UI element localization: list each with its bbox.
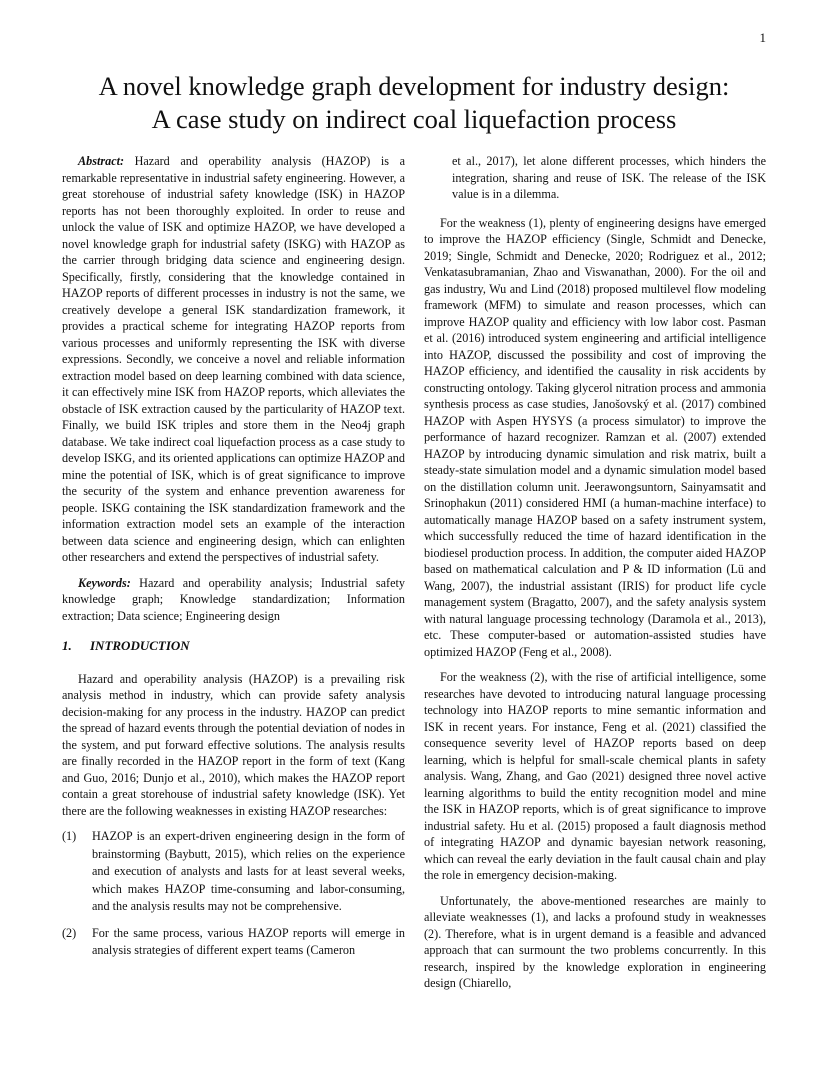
abstract-paragraph — [62, 153, 405, 566]
abstract-text: Hazard and operability analysis (HAZOP) is a remarkable representative in industrial safety engineering. However, a great storehouse of industrial safety knowledge (ISK) in HAZOP reports has not been thoroughly exploited. In order to reuse and unlock the value of ISK and optimize HAZOP, we have developed a novel knowledge graph for industrial safety (ISKG) with HAZOP as the carrier through bridging data science and engineering design. Specifically, firstly, considering that the knowledge contained in HAZOP reports of different processes in industry is not the same, we creatively develope a general ISK standardization framework, it provides a practical scheme for integrating HAZOP reports from various processes and uniformly representing the ISK with diverse expressions. Secondly, we conceive a novel and reliable information extraction model based on deep learning combined with data science, it can effectively mine ISK from HAZOP reports, which alleviates the obstacle of ISK extraction caused by the particularity of HAZOP text. Finally, we build ISK triples and store them in the Neo4j graph database. We take indirect coal liquefaction process as a case study to develop ISKG, and its oriented applications can optimize HAZOP and mine the potential of ISK, which is of great significance to improve the security of the system and enhance prevention awareness for people. ISKG containing the ISK standardization framework and the information extraction model sets an example of the interaction between data science and engineering design, which can enlighten other researchers and extend the perspectives of industrial safety. — [62, 154, 405, 564]
section-heading-introduction — [62, 638, 405, 655]
section-number: 1. — [62, 638, 72, 653]
right-paragraph-3: Unfortunately, the above-mentioned researches are mainly to alleviate weaknesses (1), and lacks a profound study in weaknesses (2). Therefore, what is in urgent demand is a feasible and advanced approach that can surmount the two problems concurrently. In this research, inspired by the knowledge exploration in engineering design (Chiarello, — [424, 893, 766, 990]
left-column — [62, 153, 405, 969]
right-paragraph-2: For the weakness (2), with the rise of artificial intelligence, some researches have devoted to introducing natural language processing technology into HAZOP reports to mine semantic information and ISK in recent years. For instance, Feng et al. (2021) classified the consequence severity level of HAZOP reports based on deep learning, which is helpful for small-scale chemical plants in safety analysis. Wang, Zhang, and Gao (2021) designed three novel active learning algorithms to build the entity recognition model and mine the ISK in HAZOP reports, which is of great significance to improve industrial safety. Hu et al. (2015) proposed a fault diagnosis method of integrating HAZOP and dynamic bayesian network reasoning, which can reveal the early deviation in the fault causal chain and play the role in emergency decision-making. — [424, 670, 766, 882]
abstract-label: Abstract: — [78, 154, 125, 168]
keywords-text: Hazard and operability analysis; Industrial safety knowledge graph; Knowledge standardization; Information extraction; Data science; Engineering design — [62, 575, 405, 623]
intro-paragraph-1: Hazard and operability analysis (HAZOP) is a prevailing risk analysis method in industry, which can provide safety analysis decision-making for any process in the industry. HAZOP can predict the spread of hazard events through the potential deviation of nodes in the system, and put forward effective solutions. The analysis results are finally recorded in the HAZOP report in the form of text (Kang and Guo, 2016; Dunjo et al., 2010), which makes the HAZOP report contain a great storehouse of industrial safety knowledge (ISK). Yet there are the following weaknesses in existing HAZOP researches: — [62, 671, 405, 818]
weakness-text-1: HAZOP is an expert-driven engineering design in the form of brainstorming (Baybutt, 2015), which relies on the experience and execution of analysts and lasts for at least several weeks, which makes HAZOP time-consuming and labor-consuming, and the analysis results may not be comprehensive. — [92, 829, 405, 913]
weakness-marker-1: (1) — [62, 829, 77, 843]
keywords-paragraph — [62, 575, 405, 625]
weakness-item-1 — [62, 828, 405, 916]
paper-title — [40, 70, 788, 136]
weakness-list — [62, 828, 405, 960]
right-column — [424, 153, 766, 1001]
weakness-2-continuation: et al., 2017), let alone different processes, which hinders the integration, sharing and reuse of ISK. The release of the ISK value is in a dilemma. — [452, 154, 766, 201]
right-paragraph-1: For the weakness (1), plenty of engineering designs have emerged to improve the HAZOP efficiency (Single, Schmidt and Denecke, 2019; Single, Schmidt and Denecke, 2020; Rodriguez et al., 2012; Venkatasubramanian, Zhao and Viswanathan, 2000). For the oil and gas industry, Wu and Lind (2018) proposed multilevel flow modeling framework (MFM) to simulate and reason processes, which can improve HAZOP quality and efficiency with low labor cost. Pasman et al. (2016) introduced system engineering and artificial intelligence into HAZOP, discussed the possibility and cost of improving the HAZOP efficiency, and identified the causality in risk accidents by constructing ontology. Taking glycerol nitration process and ammonia synthesis process as case studies, Janošovský et al. (2017) combined HAZOP with Aspen HYSYS (a process simulator) to improve the performance of hazard recognizer. Ramzan et al. (2007) extended HAZOP by introducing dynamic simulation and risk matrix, built a steady-state simulation model and a dynamic simulation model based on the distillation column unit. Jeerawongsuntorn, Sainyamsatit and Srinophakun (2011) considered HMI (a human-machine interface) to automatically manage HAZOP based on a safety instrument system, which successfully reduced the time of hazard identification in the biodiesel production process. In addition, the computer aided HAZOP based on mathematical calculation and P & ID information (Lü and Wang, 2007), the industrial assistant (IRIS) for product life cycle management system (Bragatto, 2007), and the safety analysis system with natural language processing technology (Daramola et al., 2013), etc. These computer-based or automation-assisted studies have optimized HAZOP (Feng et al., 2008). — [424, 215, 766, 659]
weakness-item-2 — [62, 925, 405, 960]
keywords-label: Keywords: — [78, 575, 131, 590]
page-number: 1 — [759, 30, 766, 45]
weakness-text-2: For the same process, various HAZOP reports will emerge in analysis strategies of different expert teams (Cameron — [92, 925, 405, 957]
title-line-2: A case study on indirect coal liquefaction process — [151, 104, 677, 134]
title-line-1: A novel knowledge graph development for industry design: — [98, 71, 730, 101]
weakness-marker-2: (2) — [62, 925, 77, 940]
section-title: INTRODUCTION — [90, 638, 190, 653]
